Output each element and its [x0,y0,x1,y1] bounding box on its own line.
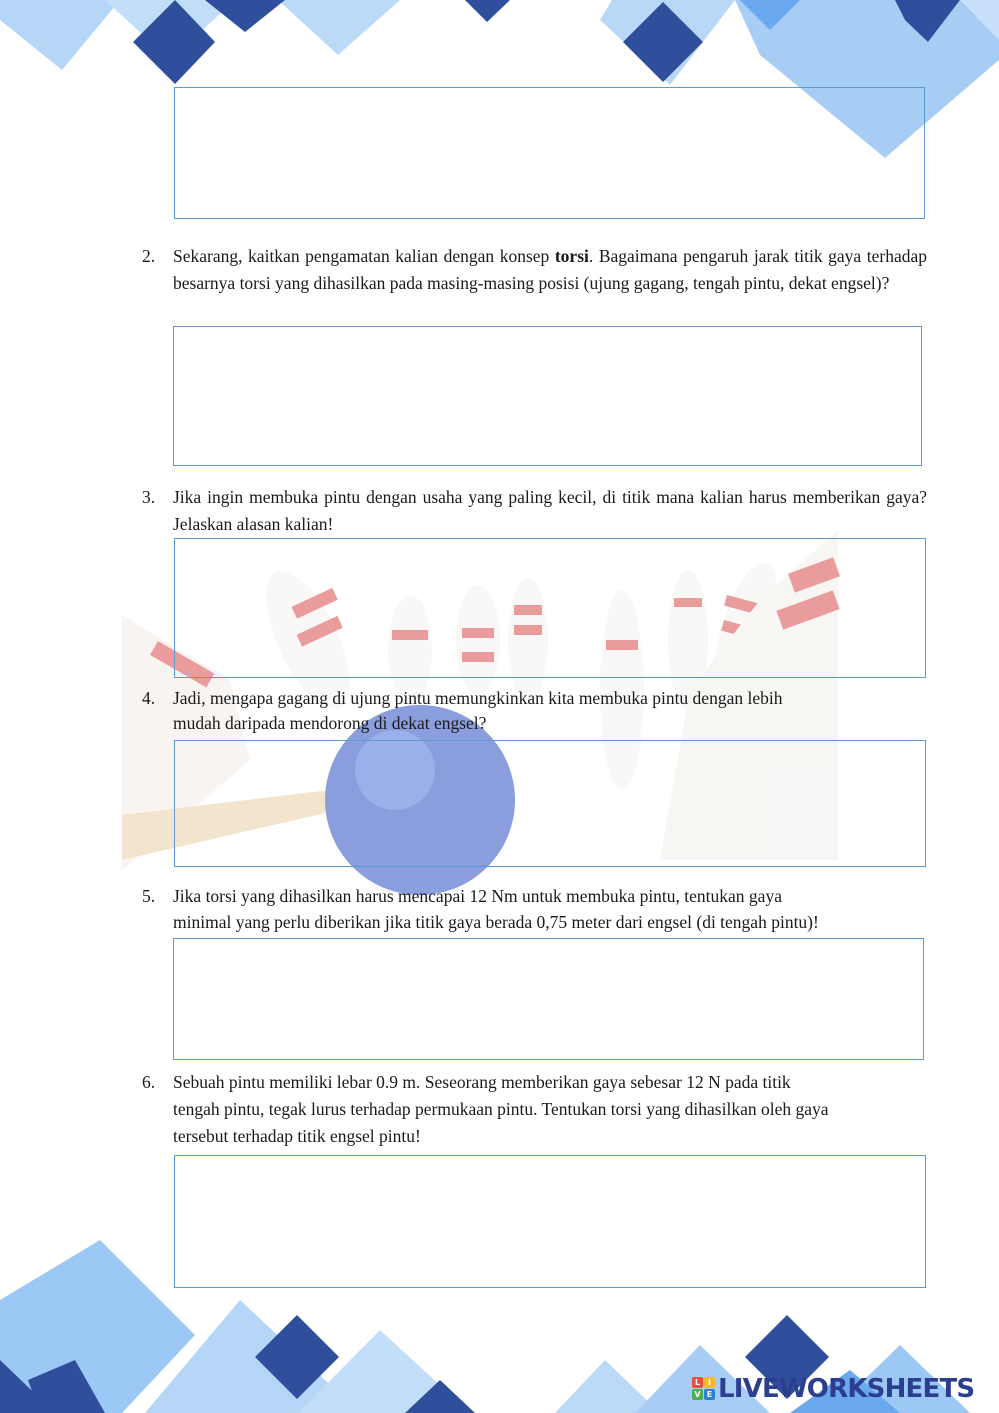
keyword-torsi: torsi [554,246,589,266]
logo-text: LIVEWORKSHEETS [718,1374,975,1404]
question-text: Jadi, mengapa gagang di ujung pintu memungkinkan kita membuka pintu dengan lebih mudah daripada mendorong di dekat engsel? [173,688,783,733]
question-number: 6. [142,1072,156,1092]
answer-box-5[interactable] [173,938,924,1060]
question-4 [142,686,927,736]
question-text: Jika torsi yang dihasilkan harus mencapai 12 Nm untuk membuka pintu, tentukan gaya minimal yang perlu diberikan jika titik gaya berada 0,75 meter dari engsel (di tengah pintu)! [173,886,819,932]
answer-box-1[interactable] [174,87,925,219]
logo-mark-icon: L I V E [692,1377,716,1401]
question-number: 4. [142,688,156,708]
liveworksheets-logo[interactable] [692,1372,992,1406]
question-3 [142,484,927,538]
question-number: 2. [142,246,156,266]
answer-box-3[interactable] [174,538,926,678]
question-2 [142,243,927,297]
answer-box-4[interactable] [174,740,926,867]
question-number: 5. [142,886,156,906]
question-text: Sekarang, kaitkan pengamatan kalian dengan konsep torsi. Bagaimana pengaruh jarak titik gaya terhadap besarnya torsi yang dihasilkan pada masing-masing posisi (ujung gagang, tengah pintu, dekat engsel)? [173,246,927,293]
question-number: 3. [142,487,156,507]
question-6 [142,1069,927,1150]
answer-box-2[interactable] [173,326,922,466]
answer-box-6[interactable] [174,1155,926,1288]
question-text: Sebuah pintu memiliki lebar 0.9 m. Seseorang memberikan gaya sebesar 12 N pada titik tengah pintu, tegak lurus terhadap permukaan pintu. Tentukan torsi yang dihasilkan oleh gaya tersebut terhadap titik engsel pintu! [173,1072,829,1146]
question-5 [142,883,927,935]
question-text: Jika ingin membuka pintu dengan usaha yang paling kecil, di titik mana kalian harus memberikan gaya? Jelaskan alasan kalian! [173,487,927,534]
